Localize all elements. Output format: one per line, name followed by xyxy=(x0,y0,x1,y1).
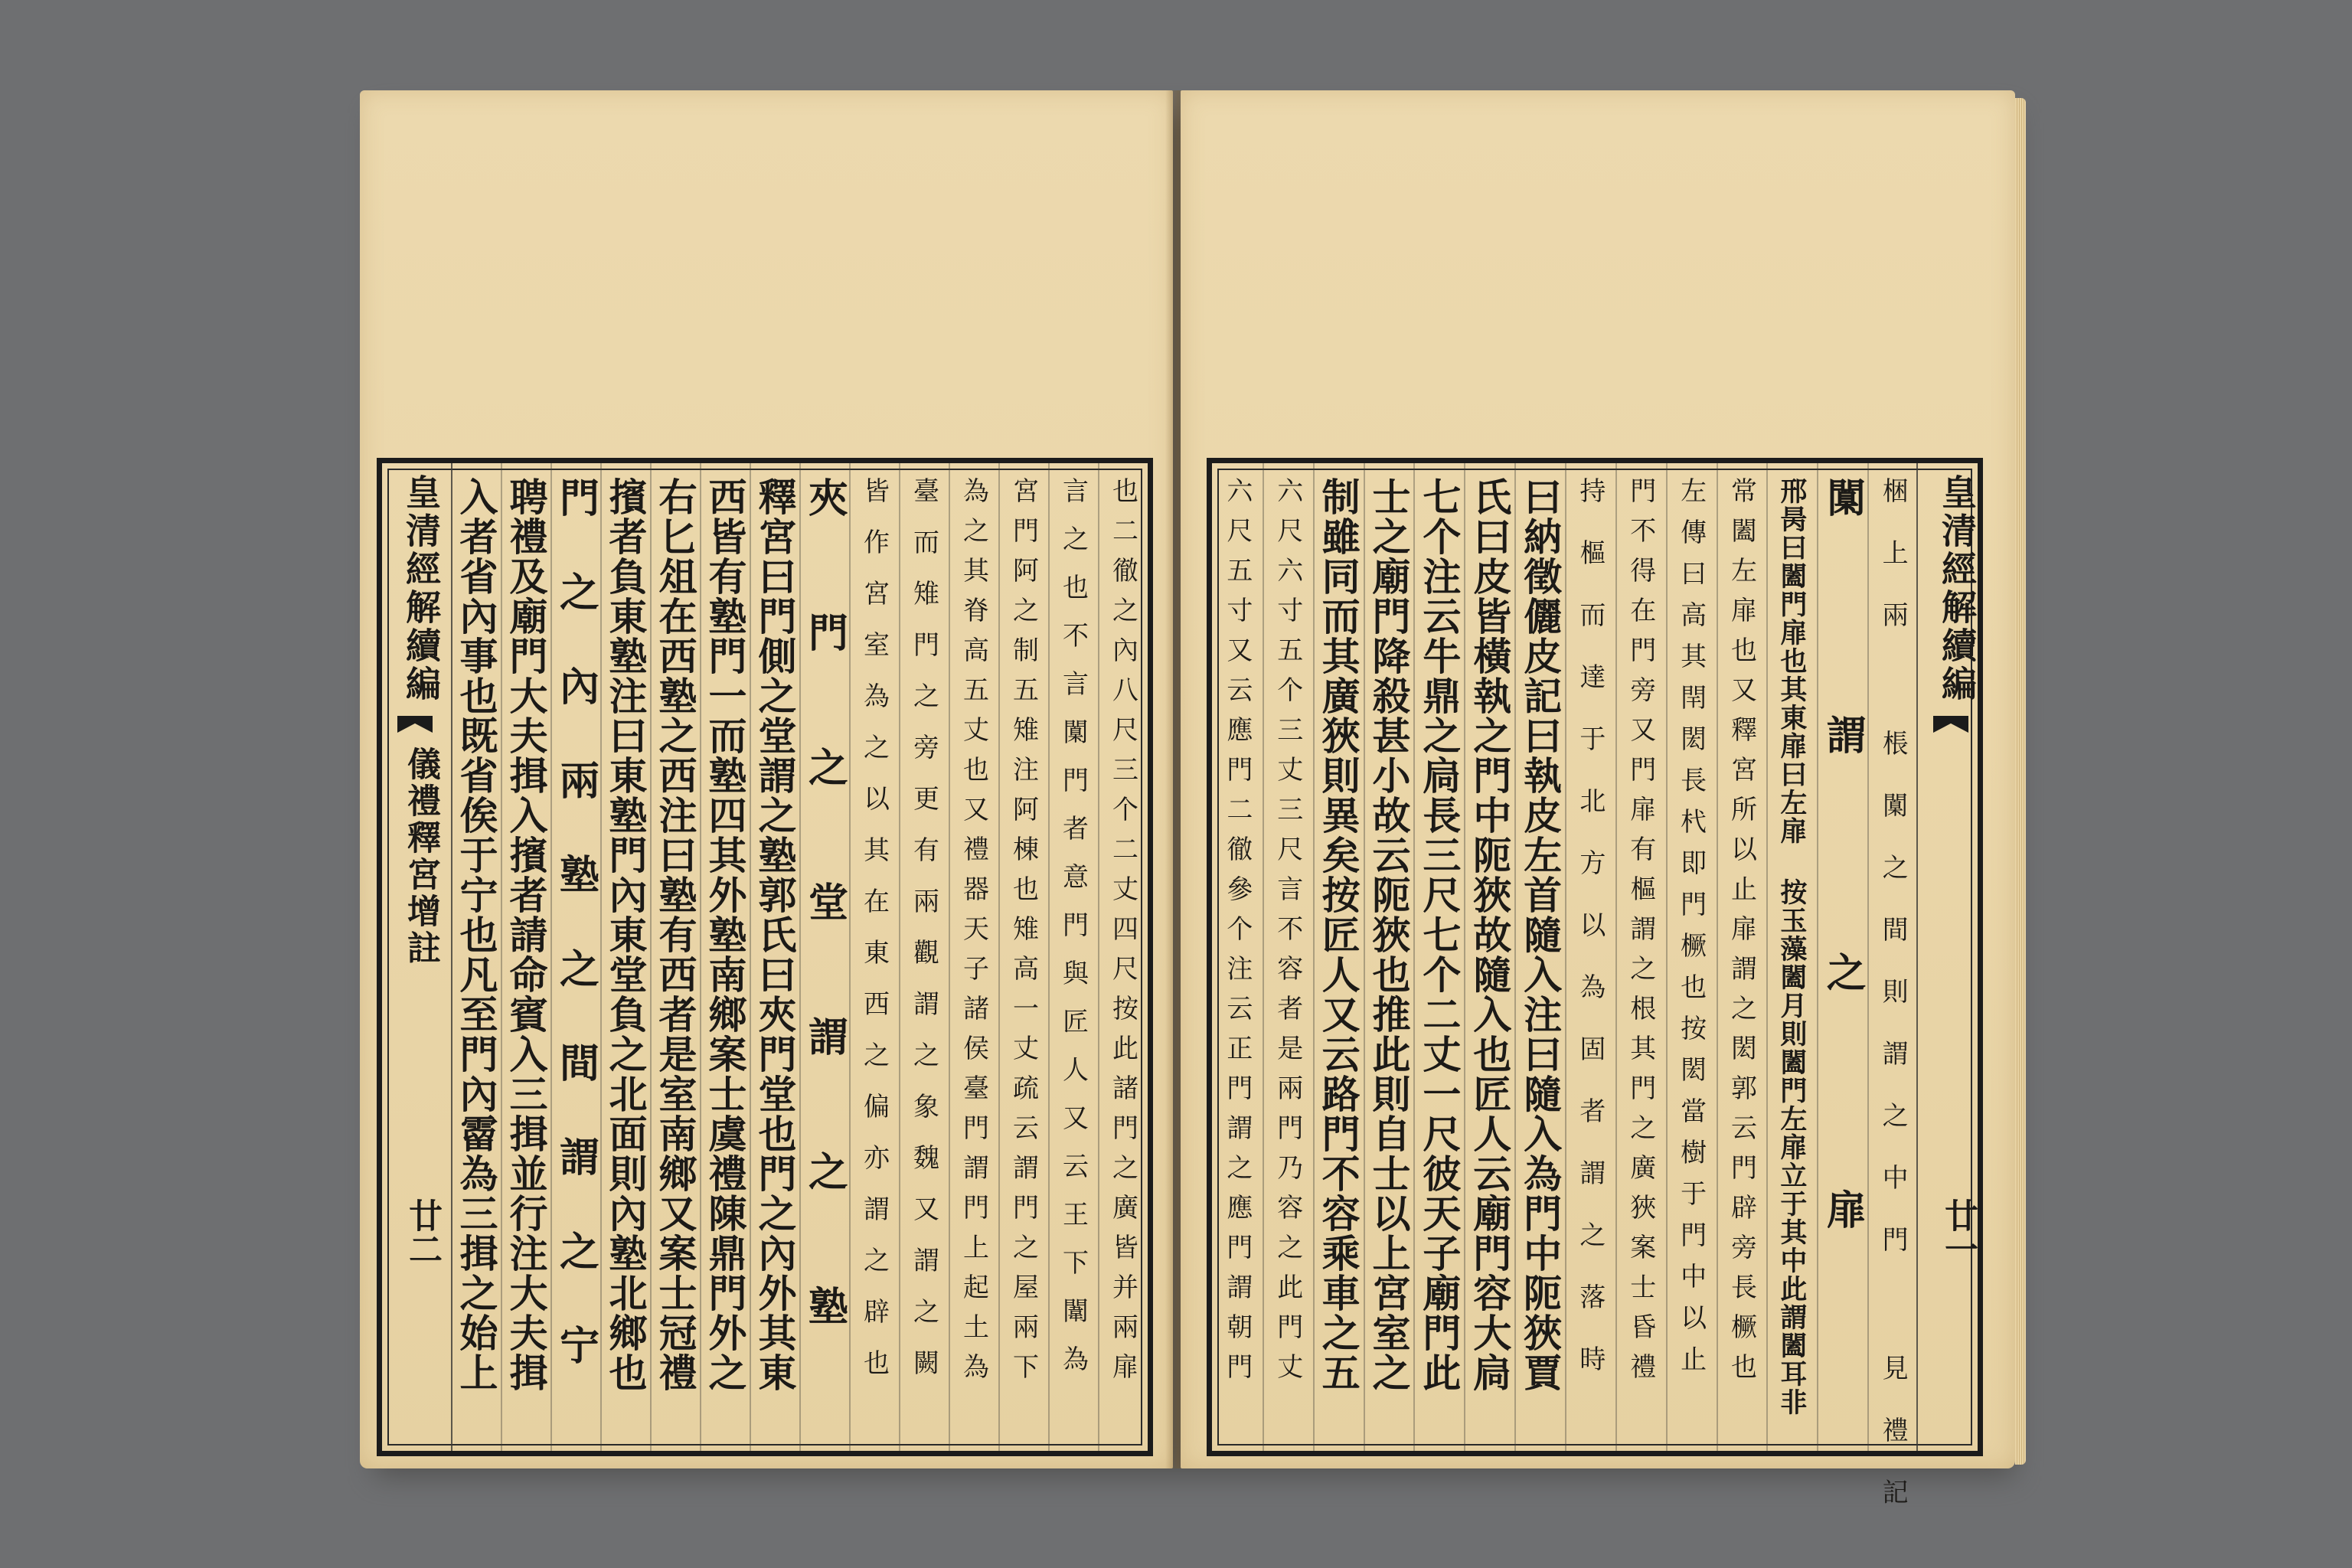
column-text: 士之廟門降殺甚小故云阨狹也推此則自士以上宮室之 xyxy=(1366,477,1412,1393)
page-number: 廿一 xyxy=(1939,1198,1978,1266)
column-rule xyxy=(1717,463,1718,1451)
text-column xyxy=(1817,477,1867,1437)
column-text: 邢昺曰闔門扉也其東扉曰左扉 按玉藻闔月則闔門左扉立于其中此謂闔耳非 xyxy=(1775,477,1808,1416)
left-text-frame xyxy=(377,458,1153,1456)
margin-strip xyxy=(1918,463,1978,1451)
column-text: 氏曰皮皆橫執之門中阨狹故隨入也匠人云廟門容大扃 xyxy=(1467,477,1513,1393)
column-rule xyxy=(1565,463,1566,1451)
text-column xyxy=(1514,477,1565,1437)
text-column xyxy=(1413,477,1464,1437)
column-text: 臺而雉門之旁更有兩觀謂之象魏又謂之闕 xyxy=(908,477,939,1400)
column-rule xyxy=(600,463,602,1451)
text-column xyxy=(1565,477,1615,1437)
column-text: 持樞而達于北方以為固者謂之落時 xyxy=(1574,477,1606,1407)
column-rule xyxy=(501,463,502,1451)
text-column xyxy=(1313,477,1364,1437)
text-column xyxy=(550,477,600,1437)
column-text: 擯者負東塾注曰東塾門內東堂負之北面則內塾北鄉也 xyxy=(603,477,648,1393)
column-text: 曰納徵儷皮記曰執皮左首隨入注曰隨入為門中阨狹賈 xyxy=(1517,477,1563,1393)
margin-strip xyxy=(382,463,451,1451)
right-page xyxy=(1181,90,2015,1540)
column-text: 夾門之堂謂之塾 xyxy=(801,477,848,1420)
column-rule xyxy=(1666,463,1668,1451)
column-rule xyxy=(1413,463,1415,1451)
text-column xyxy=(1464,477,1514,1437)
column-text: 右匕俎在西塾之西注曰塾有西者是室南鄉又案士冠禮 xyxy=(652,477,698,1393)
text-column xyxy=(1615,477,1666,1437)
column-rule xyxy=(1313,463,1315,1451)
text-column xyxy=(1048,477,1098,1437)
column-text: 七个注云牛鼎之扃長三尺七个二丈一尺彼天子廟門此 xyxy=(1416,477,1462,1393)
text-column xyxy=(501,477,550,1437)
text-column xyxy=(451,477,501,1437)
column-text: 為之其脊高五丈也又禮器天子諸侯臺門謂門上起土為 xyxy=(958,477,989,1393)
left-page xyxy=(360,90,1173,1468)
column-rule xyxy=(700,463,701,1451)
column-rule xyxy=(750,463,751,1451)
text-column xyxy=(1717,477,1767,1437)
text-column xyxy=(1364,477,1414,1437)
column-text: 門之內兩塾之間謂之宁 xyxy=(552,477,599,1419)
text-column xyxy=(1212,477,1263,1437)
column-text: 六尺六寸五个三丈三尺言不容者是兩門乃容之此門丈 xyxy=(1272,477,1303,1393)
column-text: 釋宮曰門側之堂謂之塾郭氏曰夾門堂也門之內外其東 xyxy=(752,477,798,1393)
column-text: 左傳曰高其閈閎長杙即門橛也按閎當樹于門中以止 xyxy=(1675,477,1707,1387)
column-rule xyxy=(1464,463,1465,1451)
column-rule xyxy=(799,463,801,1451)
text-column xyxy=(998,477,1048,1437)
column-text: 入者省內事也既省俟于宁也凡至門內霤為三揖之始上 xyxy=(453,477,499,1393)
open-book xyxy=(360,90,2014,1540)
fish-tail-mark xyxy=(1933,716,1968,733)
text-column xyxy=(1867,477,1918,1540)
column-text: 門不得在門旁又門扉有樞謂之根其門之廣狹案士昏禮 xyxy=(1625,477,1656,1393)
margin-title: 皇清經解續編 xyxy=(400,474,442,704)
column-rule xyxy=(1098,463,1099,1451)
column-text: 西皆有塾門一而塾四其外塾南鄉案士虞禮陳鼎門外之 xyxy=(702,477,748,1393)
text-column xyxy=(1098,477,1148,1437)
column-rule xyxy=(1364,463,1365,1451)
column-text: 六尺五寸又云應門二徹參个注云正門謂之應門謂朝門 xyxy=(1221,477,1253,1393)
column-text: 常闔左扉也又釋宮所以止扉謂之閎郭云門辟旁長橛也 xyxy=(1726,477,1757,1393)
column-rule xyxy=(1263,463,1264,1451)
fish-tail-mark xyxy=(397,716,433,733)
column-rule xyxy=(1615,463,1617,1451)
column-text: 梱上兩 棖闑之間則謂之中門 見禮記 xyxy=(1877,477,1909,1540)
text-column xyxy=(899,477,949,1437)
column-rule xyxy=(1048,463,1050,1451)
text-column xyxy=(750,477,799,1437)
text-column xyxy=(1263,477,1313,1437)
text-column xyxy=(949,477,998,1437)
text-column xyxy=(650,477,700,1437)
text-column xyxy=(1766,477,1817,1437)
column-rule xyxy=(1766,463,1768,1451)
column-rule xyxy=(650,463,652,1451)
text-column xyxy=(799,477,849,1437)
text-column xyxy=(600,477,650,1437)
column-text: 也二徹之內八尺三个二丈四尺按此諸門之廣皆并兩扉 xyxy=(1107,477,1138,1393)
column-rule xyxy=(1817,463,1818,1451)
column-rule xyxy=(899,463,900,1451)
text-column xyxy=(849,477,899,1437)
column-text: 闑謂之扉 xyxy=(1819,477,1867,1426)
column-rule xyxy=(550,463,552,1451)
text-column xyxy=(700,477,750,1437)
column-rule xyxy=(949,463,950,1451)
column-text: 聘禮及廟門大夫揖入擯者請命賓入三揖並行注大夫揖 xyxy=(503,477,549,1393)
text-column xyxy=(1666,477,1717,1437)
column-rule xyxy=(998,463,1000,1451)
column-text: 言之也不言闑門者意門與匠人又云王下闈為 xyxy=(1057,477,1089,1393)
column-text: 皆作宮室為之以其在東西之偏亦謂之辟也 xyxy=(858,477,890,1400)
margin-title: 皇清經解續編 xyxy=(1936,474,1978,704)
right-text-frame xyxy=(1207,458,1983,1540)
column-rule xyxy=(1867,463,1869,1451)
page-edge-stack xyxy=(2015,98,2026,1465)
margin-subtitle: 儀禮釋宮增註 xyxy=(401,746,440,967)
page-number: 廿二 xyxy=(403,1198,442,1266)
column-rule xyxy=(1514,463,1516,1451)
column-text: 制雖同而其廣狹則異矣按匠人又云路門不容乘車之五 xyxy=(1315,477,1361,1393)
column-rule xyxy=(849,463,851,1451)
column-text: 宮門阿之制五雉注阿棟也雉高一丈疏云謂門之屋兩下 xyxy=(1008,477,1039,1393)
